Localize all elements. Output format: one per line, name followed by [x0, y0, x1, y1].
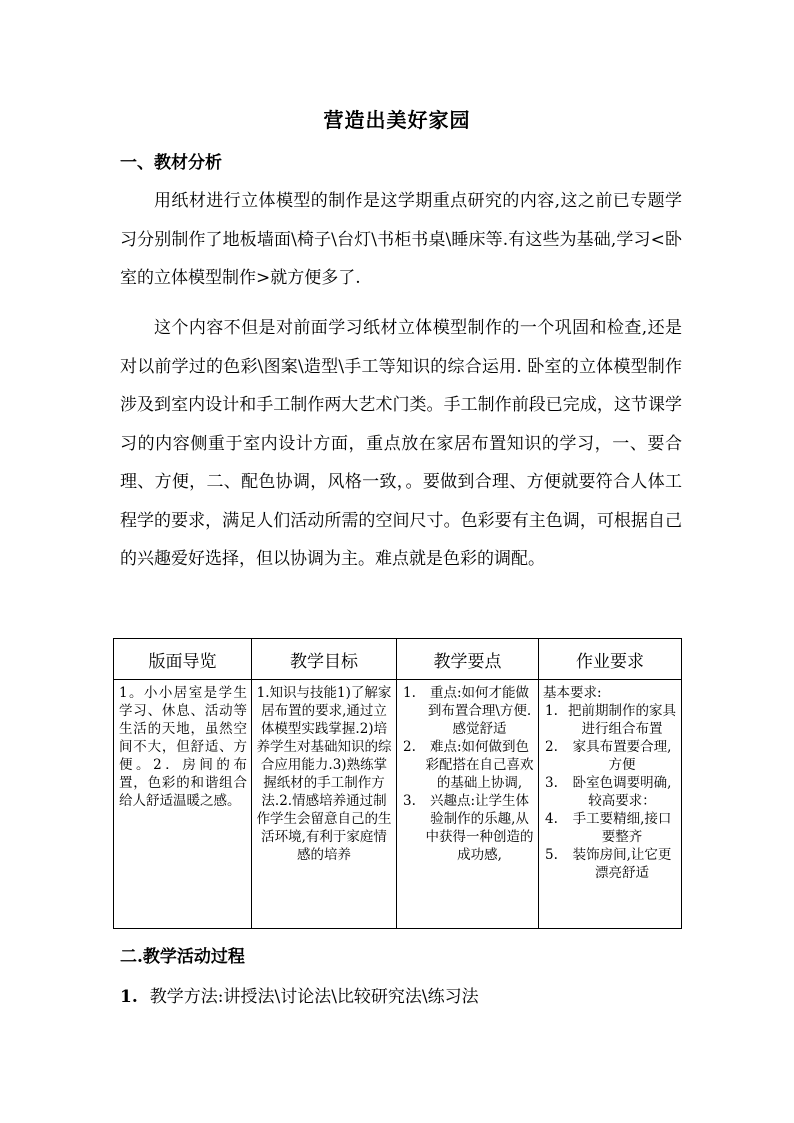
header-teaching-points: 教学要点 [397, 639, 539, 680]
cell-homework [539, 680, 682, 929]
header-layout-guide: 版面导览 [114, 639, 252, 680]
list-item [545, 774, 677, 810]
homework-list [539, 702, 681, 882]
section-heading-analysis: 一、教材分析 [120, 153, 222, 173]
list-item [545, 846, 677, 882]
list-item-number: 3. [545, 775, 558, 791]
list-item-number: 3. [403, 793, 416, 809]
header-teaching-goals: 教学目标 [252, 639, 397, 680]
cell-teaching-goals [252, 680, 397, 929]
table-body-row [114, 680, 682, 929]
list-item [403, 684, 534, 738]
list-item-number: 4. [545, 811, 558, 827]
list-item-number: 5. [545, 847, 558, 863]
list-item [403, 792, 534, 864]
teaching-points-list [397, 680, 538, 864]
list-item [403, 738, 534, 792]
list-item-text: 把前期制作的家具进行组合布置 [568, 703, 676, 737]
list-item [545, 810, 677, 846]
list-item-text: 装饰房间,让它更漂亮舒适 [572, 847, 672, 881]
list-item [545, 702, 677, 738]
lesson-plan-table [113, 638, 682, 929]
list-item-text: 家具布置要合理,方便 [572, 739, 672, 773]
header-homework: 作业要求 [539, 639, 682, 680]
list-item-number: 2. [403, 739, 416, 755]
table-header-row [114, 639, 682, 680]
list-item-number: 1. [403, 685, 416, 701]
list-item-text: 手工要精细,接口要整齐 [572, 811, 672, 845]
analysis-paragraph-1: 用纸材进行立体模型的制作是这学期重点研究的内容,这之前已专题学习分别制作了地板墙面\椅子\台灯\书柜书桌\睡床等.有这些为基础,学习<卧室的立体模型制作>就方便多了. [120, 191, 682, 288]
list-item-text: 兴趣点:让学生体验制作的乐趣,从中获得一种创造的成功感, [425, 793, 534, 863]
section-heading-process: 二.教学活动过程 [120, 947, 245, 967]
homework-basic-label: 基本要求: [543, 685, 602, 701]
process-step-1 [120, 982, 479, 1007]
document-title: 营造出美好家园 [323, 108, 471, 132]
teaching-goals-text: 1.知识与技能1)了解家居布置的要求,通过立体模型实践掌握.2)培养学生对基础知识的综合应用能力.3)熟练掌握纸材的手工制作方法.2.情感培养通过制作学生会留意自己的生活环境,有利于家庭情感的培养 [256, 685, 392, 863]
step-text: 教学方法:讲授法\讨论法\比较研究法\练习法 [149, 987, 479, 1007]
cell-teaching-points [397, 680, 539, 929]
list-item-text: 卧室色调要明确,较高要求： [572, 775, 672, 809]
cell-layout-guide [114, 680, 252, 929]
list-item-text: 重点:如何才能做到布置合理\方便.感觉舒适 [427, 685, 532, 737]
list-item-number: 2. [545, 739, 558, 755]
list-item-text: 难点:如何做到色彩配搭在自己喜欢的基础上协调, [425, 739, 534, 791]
list-item-number: 1. [545, 703, 558, 719]
analysis-paragraph-2: 这个内容不但是对前面学习纸材立体模型制作的一个巩固和检查,还是对以前学过的色彩\图案\造型\手工等知识的综合运用. 卧室的立体模型制作涉及到室内设计和手工制作两大艺术门类。手工制作前段已完成，这节课学习的内容侧重于室内设计方面，重点放在家居布置知识的学习，一、要合理、方便，二、配色协调，风格一致，。要做到合理、方便就要符合人体工程学的要求，满足人们活动所需的空间尺寸。色彩要有主色调，可根据自己的兴趣爱好选择，但以协调为主。难点就是色彩的调配。 [120, 318, 682, 569]
layout-guide-text: 1。小小居室是学生学习、休息、活动等生活的天地，虽然空间不大，但舒适、方便。2．房间的布置，色彩的和谐组合给人舒适温暖之感。 [119, 685, 247, 809]
list-item [545, 738, 677, 774]
step-number: 1. [120, 987, 138, 1007]
